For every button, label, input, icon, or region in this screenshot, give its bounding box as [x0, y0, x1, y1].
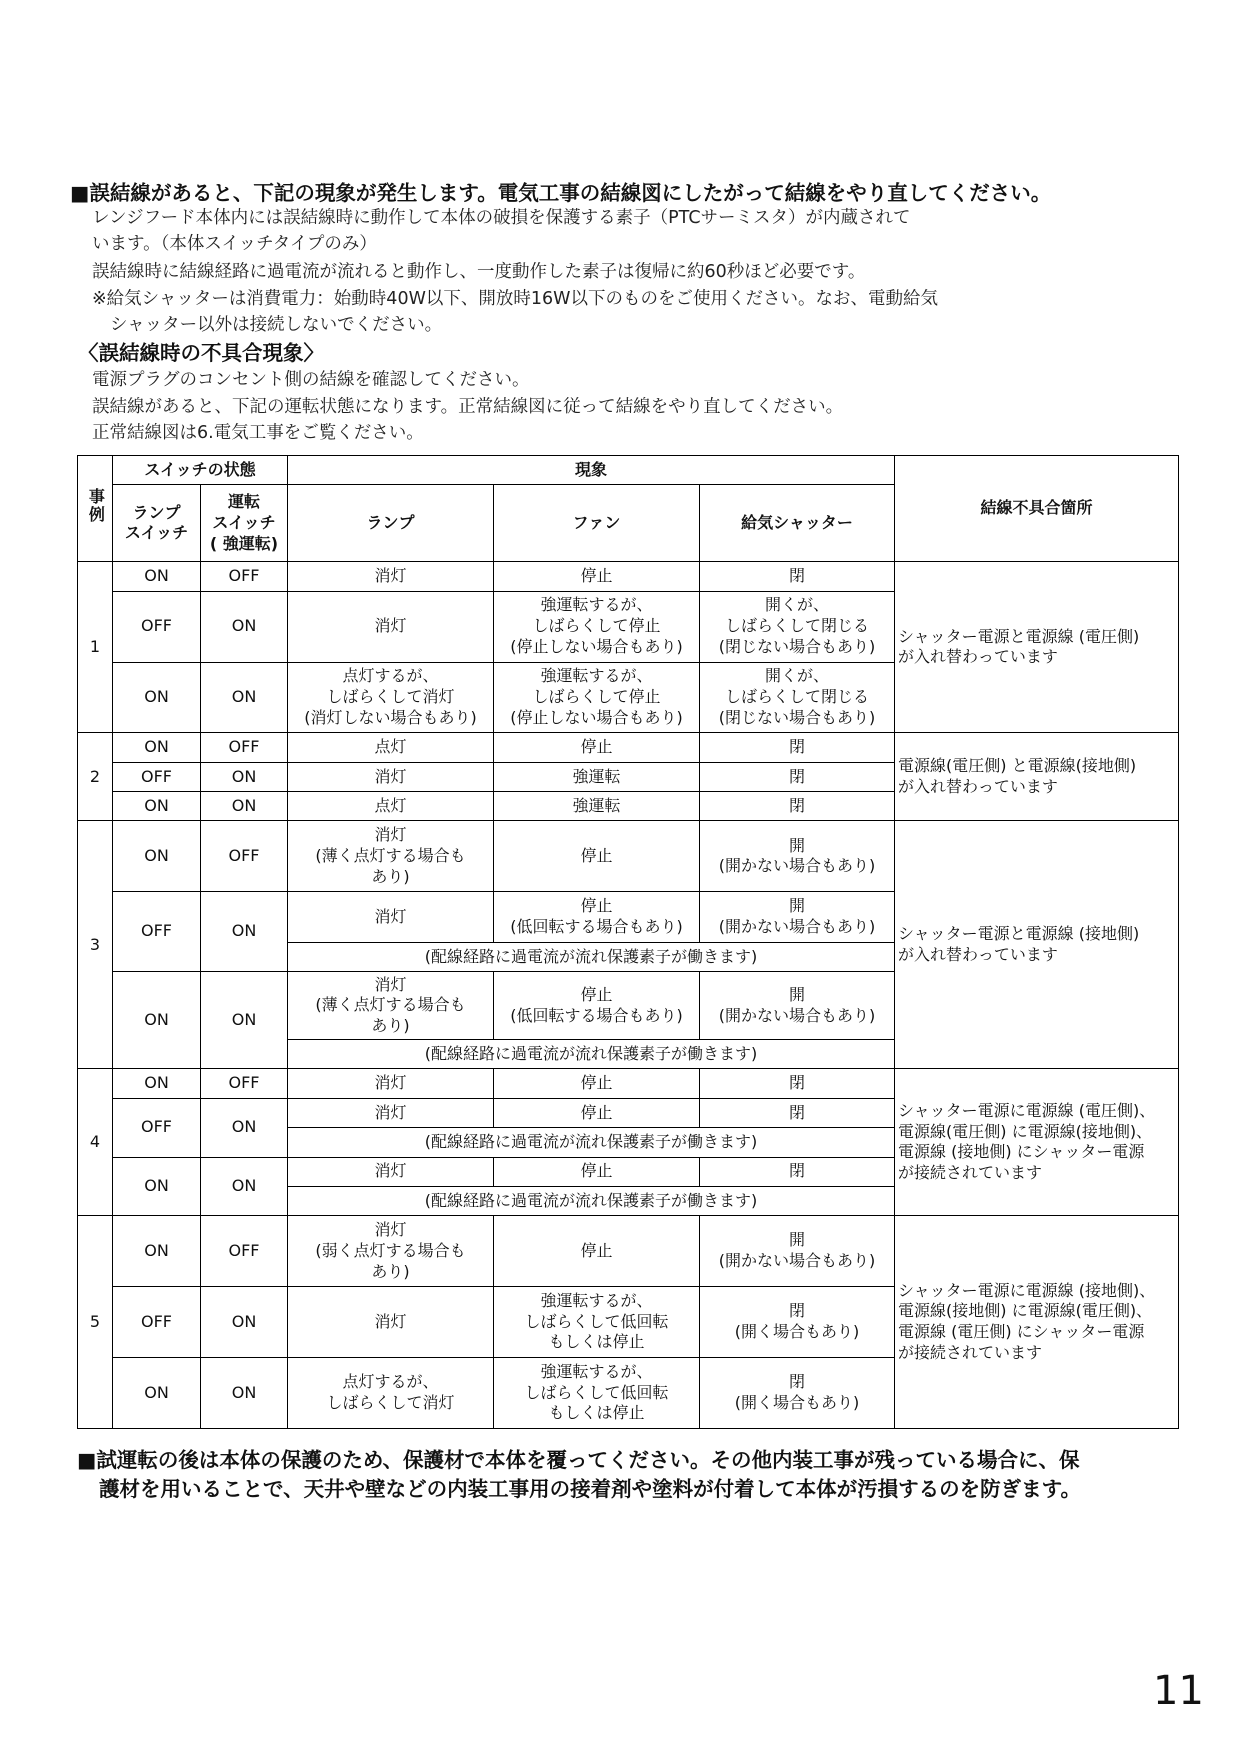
- fault-location-cell: 電源線(電圧側) と電源線(接地側) が入れ替わっています: [895, 733, 1179, 821]
- lamp-cell: 点灯: [288, 733, 494, 762]
- shutter-cell: 閉: [700, 762, 895, 791]
- run-switch-cell: OFF: [201, 1216, 288, 1287]
- lamp-switch-cell: OFF: [113, 892, 201, 972]
- section-line-2: 誤結線があると、下記の運転状態になります。正常結線図に従って結線をやり直してください。: [92, 397, 844, 417]
- case-number: 3: [78, 821, 113, 1069]
- section-line-3: 正常結線図は6.電気工事をご覧ください。: [92, 423, 424, 443]
- shutter-cell: 閉: [700, 792, 895, 821]
- shutter-cell: 閉 (開く場合もあり): [700, 1357, 895, 1428]
- shutter-cell: 開 (開かない場合もあり): [700, 892, 895, 943]
- section-line-1: 電源プラグのコンセント側の結線を確認してください。: [92, 370, 530, 390]
- shutter-cell: 開 (開かない場合もあり): [700, 821, 895, 892]
- run-switch-cell: ON: [201, 1157, 288, 1216]
- fault-location-cell: シャッター電源に電源線 (接地側)、 電源線(接地側) に電源線(電圧側)、 電源線 (電圧側) にシャッター電源 が接続されています: [895, 1216, 1179, 1429]
- lamp-cell: 消灯: [288, 892, 494, 943]
- fault-location-cell: シャッター電源と電源線 (電圧側) が入れ替わっています: [895, 562, 1179, 733]
- overcurrent-note: (配線経路に過電流が流れ保護素子が働きます): [288, 942, 895, 971]
- lamp-switch-cell: ON: [113, 662, 201, 733]
- case-number: 1: [78, 562, 113, 733]
- header-run-switch: 運転 スイッチ ( 強運転): [201, 485, 288, 562]
- overcurrent-note: (配線経路に過電流が流れ保護素子が働きます): [288, 1128, 895, 1157]
- fan-cell: 停止: [494, 1157, 700, 1186]
- fan-cell: 停止: [494, 1216, 700, 1287]
- intro-para-2: 誤結線時に結線経路に過電流が流れると動作し、一度動作した素子は復帰に約60秒ほど必要です。: [92, 262, 866, 282]
- lamp-cell: 点灯: [288, 792, 494, 821]
- lamp-cell: 消灯: [288, 1069, 494, 1098]
- lamp-cell: 消灯: [288, 562, 494, 591]
- lamp-switch-cell: OFF: [113, 1287, 201, 1358]
- run-switch-cell: ON: [201, 972, 288, 1069]
- fault-location-cell: シャッター電源に電源線 (電圧側)、 電源線(電圧側) に電源線(接地側)、 電源線 (接地側) にシャッター電源 が接続されています: [895, 1069, 1179, 1216]
- shutter-cell: 閉: [700, 1069, 895, 1098]
- fan-cell: 強運転: [494, 792, 700, 821]
- run-switch-cell: OFF: [201, 562, 288, 591]
- fan-cell: 停止: [494, 562, 700, 591]
- lamp-switch-cell: OFF: [113, 762, 201, 791]
- run-switch-cell: ON: [201, 591, 288, 662]
- run-switch-cell: ON: [201, 892, 288, 972]
- shutter-cell: 開くが、 しばらくして閉じる (閉じない場合もあり): [700, 662, 895, 733]
- lamp-cell: 消灯 (弱く点灯する場合も あり): [288, 1216, 494, 1287]
- shutter-cell: 閉 (開く場合もあり): [700, 1287, 895, 1358]
- fan-cell: 停止: [494, 821, 700, 892]
- lamp-switch-cell: ON: [113, 1216, 201, 1287]
- run-switch-cell: ON: [201, 1357, 288, 1428]
- fan-cell: 強運転するが、 しばらくして低回転 もしくは停止: [494, 1357, 700, 1428]
- lamp-cell: 消灯 (薄く点灯する場合も あり): [288, 821, 494, 892]
- lamp-cell: 点灯するが、 しばらくして消灯 (消灯しない場合もあり): [288, 662, 494, 733]
- run-switch-cell: ON: [201, 792, 288, 821]
- lamp-cell: 消灯: [288, 1098, 494, 1127]
- shutter-cell: 開くが、 しばらくして閉じる (閉じない場合もあり): [700, 591, 895, 662]
- shutter-cell: 開 (開かない場合もあり): [700, 972, 895, 1040]
- header-fault-location: 結線不具合箇所: [895, 456, 1179, 562]
- header-lamp: ランプ: [288, 485, 494, 562]
- shutter-cell: 閉: [700, 1098, 895, 1127]
- page-number: 11: [1153, 1668, 1204, 1714]
- lamp-cell: 消灯: [288, 762, 494, 791]
- footer-line-1: ■試運転の後は本体の保護のため、保護材で本体を覆ってください。その他内装工事が残っている場合に、保: [77, 1448, 1080, 1472]
- fan-cell: 停止: [494, 1098, 700, 1127]
- intro-para-1b: います。（本体スイッチタイプのみ）: [92, 234, 377, 254]
- shutter-cell: 開 (開かない場合もあり): [700, 1216, 895, 1287]
- fan-cell: 停止: [494, 733, 700, 762]
- intro-para-3a: ※給気シャッターは消費電力：始動時40W以下、開放時16W以下のものをご使用ください。なお、電動給気: [92, 289, 938, 309]
- header-case: 事例: [78, 456, 113, 562]
- fan-cell: 停止 (低回転する場合もあり): [494, 972, 700, 1040]
- shutter-cell: 閉: [700, 733, 895, 762]
- lamp-cell: 点灯するが、 しばらくして消灯: [288, 1357, 494, 1428]
- run-switch-cell: ON: [201, 1287, 288, 1358]
- intro-para-1a: レンジフード本体内には誤結線時に動作して本体の破損を保護する素子（PTCサーミスタ）が内蔵されて: [92, 208, 911, 228]
- run-switch-cell: ON: [201, 662, 288, 733]
- lamp-cell: 消灯: [288, 1287, 494, 1358]
- case-number: 5: [78, 1216, 113, 1429]
- header-shutter: 給気シャッター: [700, 485, 895, 562]
- lamp-switch-cell: OFF: [113, 1098, 201, 1157]
- overcurrent-note: (配線経路に過電流が流れ保護素子が働きます): [288, 1040, 895, 1069]
- lamp-switch-cell: ON: [113, 821, 201, 892]
- shutter-cell: 閉: [700, 562, 895, 591]
- run-switch-cell: OFF: [201, 1069, 288, 1098]
- intro-heading: ■誤結線があると、下記の現象が発生します。電気工事の結線図にしたがって結線をやり直してください。: [70, 181, 1052, 205]
- fan-cell: 強運転するが、 しばらくして停止 (停止しない場合もあり): [494, 662, 700, 733]
- lamp-cell: 消灯: [288, 1157, 494, 1186]
- fan-cell: 停止: [494, 1069, 700, 1098]
- fan-cell: 停止 (低回転する場合もあり): [494, 892, 700, 943]
- lamp-switch-cell: OFF: [113, 591, 201, 662]
- lamp-switch-cell: ON: [113, 562, 201, 591]
- fan-cell: 強運転するが、 しばらくして低回転 もしくは停止: [494, 1287, 700, 1358]
- fan-cell: 強運転: [494, 762, 700, 791]
- header-fan: ファン: [494, 485, 700, 562]
- section-title: 〈誤結線時の不具合現象〉: [78, 341, 324, 365]
- fault-location-cell: シャッター電源と電源線 (接地側) が入れ替わっています: [895, 821, 1179, 1069]
- lamp-switch-cell: ON: [113, 1357, 201, 1428]
- lamp-switch-cell: ON: [113, 1069, 201, 1098]
- lamp-switch-cell: ON: [113, 733, 201, 762]
- run-switch-cell: ON: [201, 762, 288, 791]
- fan-cell: 強運転するが、 しばらくして停止 (停止しない場合もあり): [494, 591, 700, 662]
- header-phenomenon: 現象: [288, 456, 895, 485]
- lamp-cell: 消灯 (薄く点灯する場合も あり): [288, 972, 494, 1040]
- case-number: 2: [78, 733, 113, 821]
- run-switch-cell: OFF: [201, 821, 288, 892]
- miswiring-table: [77, 455, 1179, 1429]
- header-switch-state: スイッチの状態: [113, 456, 288, 485]
- header-lamp-switch: ランプ スイッチ: [113, 485, 201, 562]
- lamp-switch-cell: ON: [113, 792, 201, 821]
- lamp-switch-cell: ON: [113, 1157, 201, 1216]
- intro-para-3b: シャッター以外は接続しないでください。: [110, 315, 443, 335]
- lamp-cell: 消灯: [288, 591, 494, 662]
- run-switch-cell: OFF: [201, 733, 288, 762]
- footer-line-2: 護材を用いることで、天井や壁などの内装工事用の接着剤や塗料が付着して本体が汚損するのを防ぎます。: [99, 1477, 1081, 1501]
- run-switch-cell: ON: [201, 1098, 288, 1157]
- shutter-cell: 閉: [700, 1157, 895, 1186]
- overcurrent-note: (配線経路に過電流が流れ保護素子が働きます): [288, 1186, 895, 1215]
- case-number: 4: [78, 1069, 113, 1216]
- lamp-switch-cell: ON: [113, 972, 201, 1069]
